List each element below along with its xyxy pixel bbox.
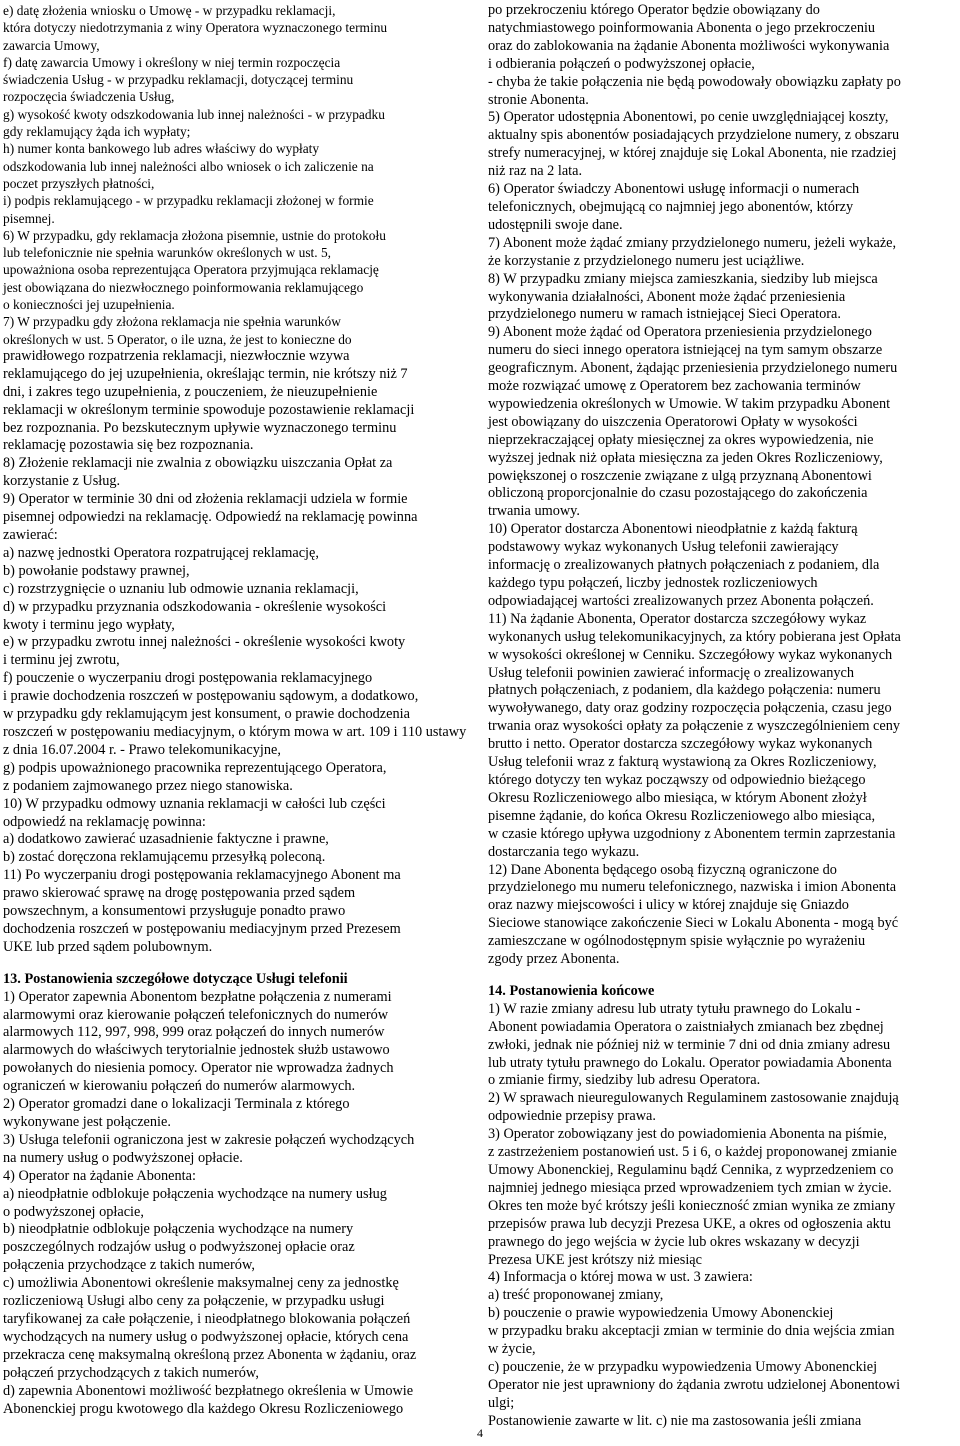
section-spacer (488, 969, 956, 983)
page-number: 4 (477, 1426, 483, 1440)
section-13-heading: 13. Postanowienia szczegółowe dotyczące Usługi telefonii (3, 970, 348, 987)
right-column (488, 2, 956, 1429)
section-14-text: 1) W razie zmiany adresu lub utraty tytułu prawnego do Lokalu - Abonent powiadamia Operatora o zaistniałych zmianach bez zbędnej zwłoki, jednak nie później niż w terminie 7 dni od dnia zmiany adresu lub utraty tytułu prawnego do Lokalu. Operator powiadamia Abonenta o zmianie firmy, siedziby lub adresu Operatora. 2) W sprawach nieuregulowanych Regulaminem zastosowanie znajdują odpowiednie przepisy prawa. 3) Operator zobowiązany jest do powiadomienia Abonenta na piśmie, z zastrzeżeniem postanowień ust. 5 i 6, o każdej proponowanej zmianie Umowy Abonenckiej, Regulaminu bądź Cennika, z wyprzedzeniem co najmniej jednego miesiąca przed wprowadzeniem tych zmian w życie. Okres ten może być krótszy jeśli konieczność zmian wynika ze zmiany przepisów prawa lub decyzji Prezesa UKE, a okres od ogłoszenia aktu prawnego do jego wejścia w życie lub okres wskazany w decyzji Prezesa UKE jest krótszy niż miesiąc 4) Informacja o której mowa w ust. 3 zawiera: a) treść proponowanej zmiany, b) pouczenie o prawie wypowiedzenia Umowy Abonenckiej w przypadku braku akceptacji zmian w terminie do dnia wejścia zmian w życie, c) pouczenie, że w przypadku wypowiedzenia Umowy Abonenckiej Operator nie jest uprawniony do żądania zwrotu udzielonej Abonentowi ulgi; Postanowienie zawarte w lit. c) nie ma zastosowania jeśli zmiana (488, 1000, 901, 1429)
complaint-handling-text: prawidłowego rozpatrzenia reklamacji, niezwłocznie wzywa reklamującego do jej uzupełnienia, określając termin, nie krótszy niż 7 dni, i zakres tego uzupełnienia, z pouczeniem, że nieuzupełnienie reklamacji w określonym terminie spowoduje pozostawienie reklamacji bez rozpoznania. Po bezskutecznym upływie wyznaczonego terminu reklamację pozostawia się bez rozpoznania. 8) Złożenie reklamacji nie zwalnia z obowiązku uiszczania Opłat za korzystanie z Usług. 9) Operator w terminie 30 dni od złożenia reklamacji udziela w formie pisemnej odpowiedzi na reklamację. Odpowiedź na reklamację powinna zawierać: a) nazwę jednostki Operatora rozpatrującej reklamację, b) powołanie podstawy prawnej, c) rozstrzygnięcie o uznaniu lub odmowie uznania reklamacji, d) w przypadku przyznania odszkodowania - określenie wysokości kwoty i terminu jego wypłaty, e) w przypadku zwrotu innej należności - określenie wysokości kwoty i terminu jej zwrotu, f) pouczenie o wyczerpaniu drogi postępowania reklamacyjnego i prawie dochodzenia roszczeń w postępowaniu sądowym, a dodatkowo, w przypadku gdy reklamującym jest konsument, o prawie dochodzenia roszczeń w postępowaniu mediacyjnym, o którym mowa w art. 109 i 110 ustawy z dnia 16.07.2004 r. - Prawo telekomunikacyjne, g) podpis upoważnionego pracownika reprezentującego Operatora, z podaniem zajmowanego przez niego stanowiska. 10) W przypadku odmowy uznania reklamacji w całości lub części odpowiedź na reklamację powinna: a) dodatkowo zawierać uzasadnienie faktyczne i prawne, b) zostać doręczona reklamującemu przesyłką poleconą. 11) Po wyczerpaniu drogi postępowania reklamacyjnego Abonent ma prawo skierować sprawę na drogę postępowania przed sądem powszechnym, a konsumentowi przysługuje ponadto prawo dochodzenia roszczeń w postępowaniu mediacyjnym przed Prezesem UKE lub przed sądem polubownym. (3, 347, 467, 955)
complaint-content-requirements: e) datę złożenia wniosku o Umowę - w przypadku reklamacji, która dotyczy niedotrzymania z winy Operatora wyznaczonego terminu zawarcia Umowy, f) datę zawarcia Umowy i określony w niej termin rozpoczęcia świadczenia Usług - w przypadku reklamacji, dotyczącej terminu rozpoczęcia świadczenia Usług, g) wysokość kwoty odszkodowania lub innej należności - w przypadku gdy reklamujący żąda ich wypłaty; h) numer konta bankowego lub adres właściwy do wypłaty odszkodowania lub innej należności albo wniosek o ich zaliczenie na poczet przyszłych płatności, i) podpis reklamującego - w przypadku reklamacji złożonej w formie pisemnej. 6) W przypadku, gdy reklamacja złożona pisemnie, ustnie do protokołu lub telefonicznie nie spełnia warunków określonych w ust. 5, upoważniona osoba reprezentująca Operatora przyjmująca reklamację jest obowiązana do niezwłocznego poinformowania reklamującego o konieczności jej uzupełnienia. 7) W przypadku gdy złożona reklamacja nie spełnia warunków określonych w ust. 5 Operator, o ile uzna, że jest to konieczne do (3, 3, 388, 347)
section-spacer (3, 957, 471, 971)
section-13-continued-text: po przekroczeniu którego Operator będzie obowiązany do natychmiastowego poinformowania Abonenta o jego przekroczeniu oraz do zablokowania na żądanie Abonenta możliwości wykonywania i odbierania połączeń o podwyższonej opłacie, - chyba że takie połączenia nie będą powodowały obowiązku zapłaty po stronie Abonenta. 5) Operator udostępnia Abonentowi, po cenie uwzględniającej koszty, aktualny spis abonentów posiadających przydzielone numery, z obszaru strefy numeracyjnej, w której znajduje się Lokal Abonenta, nie rzadziej niż raz na 2 lata. 6) Operator świadczy Abonentowi usługę informacji o numerach telefonicznych, obejmującą co najmniej jego abonentów, którzy udostępnili swoje dane. 7) Abonent może żądać zmiany przydzielonego numeru, jeżeli wykaże, że korzystanie z przydzielonego numeru jest uciążliwe. 8) W przypadku zmiany miejsca zamieszkania, siedziby lub miejsca wykonywania działalności, Abonent może żądać przeniesienia przydzielonego numeru w ramach istniejącej Sieci Operatora. 9) Abonent może żądać od Operatora przeniesienia przydzielonego numeru do sieci innego operatora istniejącej na tym samym obszarze geograficznym. Abonent, żądając przeniesienia przydzielonego numeru może rozwiązać umowę z Operatorem bez zachowania terminów wypowiedzenia określonych w Umowie. W takim przypadku Abonent jest obowiązany do uiszczenia Operatorowi Opłaty w wysokości nieprzekraczającej opłaty miesięcznej za okres wypowiedzenia, nie wyższej jednak niż opłata miesięczna za jeden Okres Rozliczeniowy, powiększonej o roszczenie związane z ulgą przyznaną Abonentowi obliczoną proporcjonalnie do czasu pozostającego do zakończenia trwania umowy. 10) Operator dostarcza Abonentowi nieodpłatnie z każdą fakturą podstawowy wykaz wykonanych Usług telefonii zawierający informację o zrealizowanych płatnych połączeniach z podaniem, dla każdego typu połączeń, liczby jednostek rozliczeniowych odpowiadającej wartości zrealizowanych przez Abonenta połączeń. 11) Na żądanie Abonenta, Operator dostarcza szczegółowy wykaz wykonanych usług telekomunikacyjnych, za który pobierana jest Opłata w wysokości określonej w Cenniku. Szczegółowy wykaz wykonanych Usług telefonii powinien zawierać informację o zrealizowanych płatnych połączeniach, z podaniem, dla każdego połączenia: numeru wywoływanego, daty oraz godziny rozpoczęcia połączenia, czasu jego trwania oraz wysokości opłaty za połączenie z wyszczególnieniem ceny brutto i netto. Operator dostarcza szczegółowy wykaz wykonanych Usług telefonii wraz z fakturą wystawioną za Okres Rozliczeniowy, którego dotyczy ten wykaz począwszy od odpowiednio bieżącego Okresu Rozliczeniowego albo miesiąca, w którym Abonent złożył pisemne żądanie, do końca Okresu Rozliczeniowego albo miesiąca, w czasie którego upływa uzgodniony z Abonentem termin zaprzestania dostarczania tego wykazu. 12) Dane Abonenta będącego osobą fizyczną ograniczone do przydzielonego mu numeru telefonicznego, nazwiska i imion Abonenta oraz nazwy miejscowości i ulicy w której znajduje się Gniazdo Sieciowe stanowiące zakończenie Sieci w Lokalu Abonenta - mogą być zamieszczane w ogólnodostępnym spisie wyłącznie po wyrażeniu zgody przez Abonenta. (488, 2, 901, 968)
left-column (3, 2, 471, 1417)
section-14-heading: 14. Postanowienia końcowe (488, 982, 655, 999)
section-13-text: 1) Operator zapewnia Abonentom bezpłatne połączenia z numerami alarmowymi oraz kierowanie połączeń telefonicznych do numerów alarmowych 112, 997, 998, 999 oraz połączeń do innych numerów alarmowych do właściwych terytorialnie jednostek służb ustawowo powołanych do niesienia pomocy. Operator nie wprowadza żadnych ograniczeń w kierowaniu połączeń do numerów alarmowych. 2) Operator gromadzi dane o lokalizacji Terminala z którego wykonywane jest połączenie. 3) Usługa telefonii ograniczona jest w zakresie połączeń wychodzących na numery usług o podwyższonej opłacie. 4) Operator na żądanie Abonenta: a) nieodpłatnie odblokuje połączenia wychodzące na numery usług o podwyższonej opłacie, b) nieodpłatnie odblokuje połączenia wychodzące na numery poszczególnych rodzajów usług o podwyższonej opłacie oraz połączenia przychodzące z takich numerów, c) umożliwia Abonentowi określenie maksymalnej ceny za jednostkę rozliczeniową Usługi albo ceny za połączenie, w przypadku usługi taryfikowanej za całe połączenie, i nieodpłatnego blokowania połączeń wychodzących na numery usług o podwyższonej opłacie, których cena przekracza cenę maksymalną określoną przez Abonenta w żądaniu, oraz połączeń przychodzących z takich numerów, d) zapewnia Abonentowi możliwość bezpłatnego określenia w Umowie Abonenckiej progu kwotowego dla każdego Okresu Rozliczeniowego (3, 988, 417, 1417)
